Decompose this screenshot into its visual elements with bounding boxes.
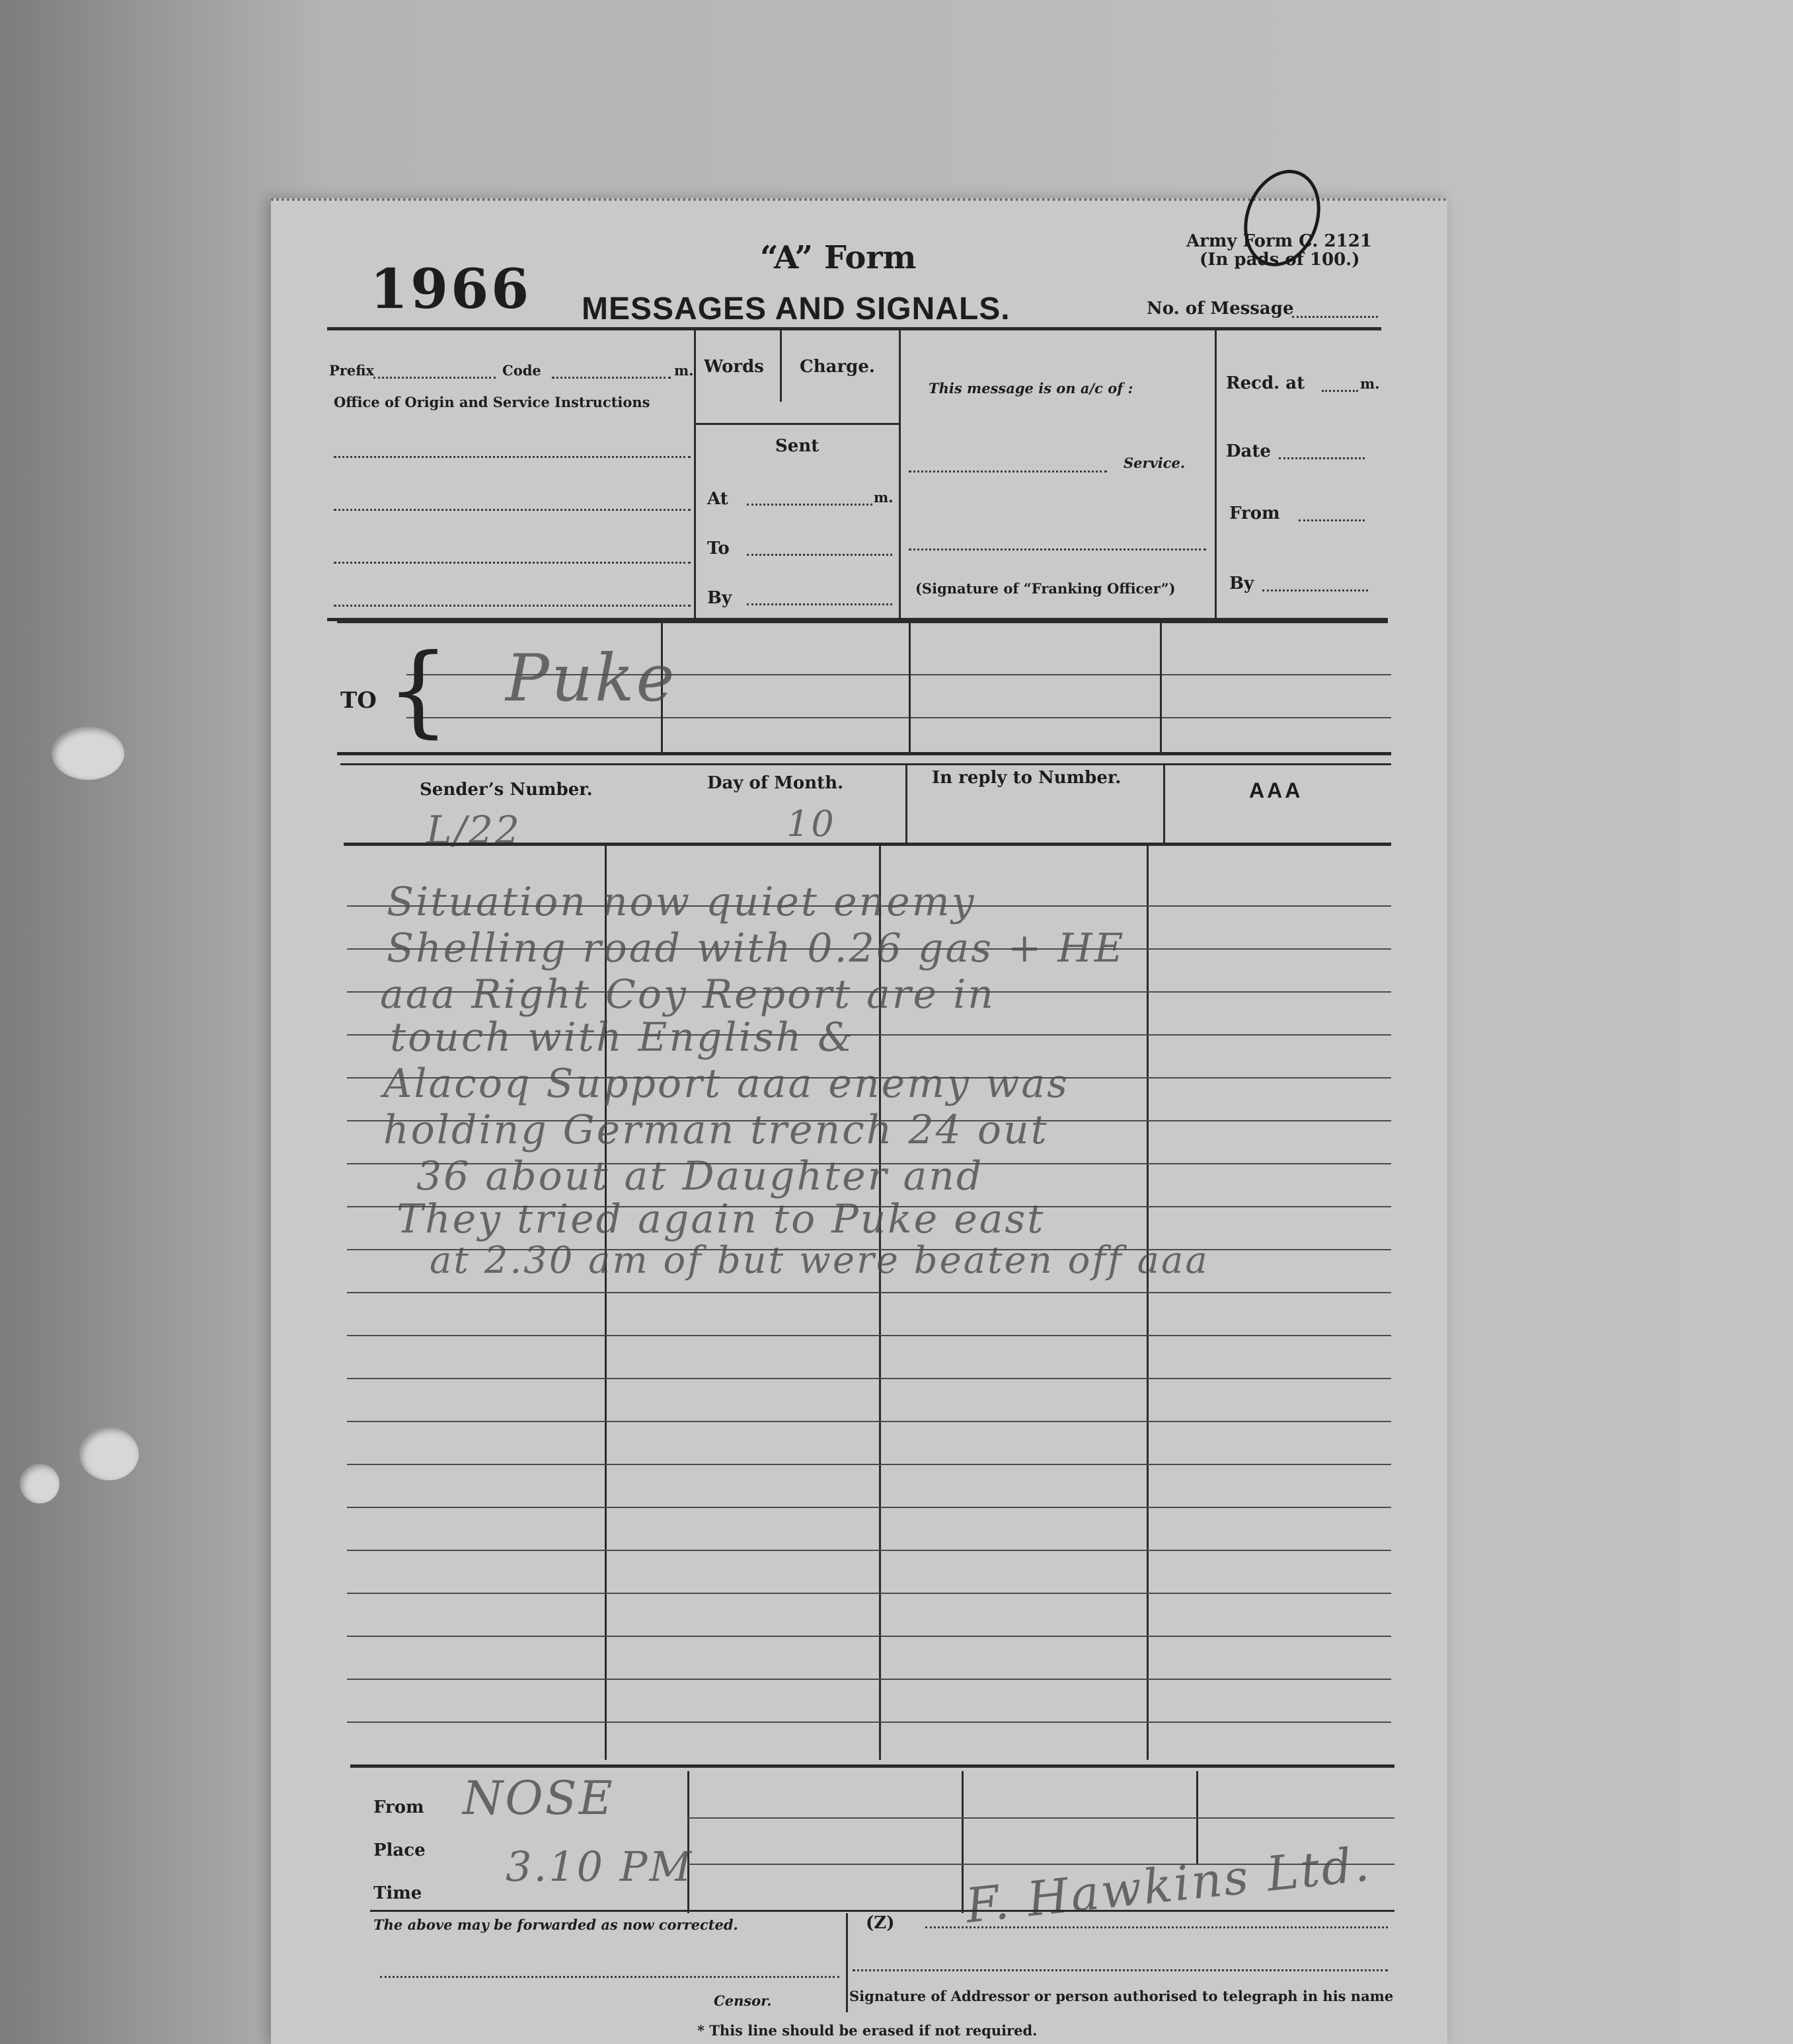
code-label: Code [502, 362, 541, 379]
service-line [909, 471, 1107, 473]
words-label: Words [704, 357, 764, 377]
punch-hole [52, 727, 124, 780]
aaa-label: AAA [1249, 778, 1303, 802]
rule [340, 763, 1391, 765]
senders-number-label: Sender’s Number. [420, 780, 593, 800]
msg-row-line [347, 1464, 1391, 1465]
erase-note: * This line should be erased if not required. [697, 2022, 1038, 2039]
recd-m: m. [1360, 375, 1380, 392]
place-label: Place [373, 1840, 426, 1860]
censor-line [380, 1976, 839, 1978]
date-line [1279, 457, 1365, 459]
punch-hole [79, 1427, 139, 1480]
message-number-label: No. of Message [1147, 299, 1294, 319]
from-value: NOSE [463, 1771, 615, 1825]
z-label: (Z) [866, 1913, 895, 1933]
pads-label: (In pads of 100.) [1200, 250, 1360, 270]
sent-at-line [747, 504, 872, 506]
recd-at-label: Recd. at [1226, 373, 1305, 393]
service-label: Service. [1124, 455, 1186, 471]
prefix-line [373, 377, 496, 379]
army-form-label: Army Form C. 2121 [1186, 231, 1372, 251]
col-divider [1215, 329, 1217, 618]
footer-row-line [687, 1817, 1394, 1819]
message-line: at 2.30 am of but were beaten off aaa [430, 1239, 1209, 1282]
charge-label: Charge. [800, 357, 875, 377]
to-col-divider [1160, 623, 1162, 752]
franking-line [909, 549, 1206, 550]
prefix-label: Prefix [329, 362, 375, 379]
franking-label: (Signature of “Franking Officer”) [915, 580, 1176, 597]
footer-col-divider [846, 1913, 848, 2012]
code-line [552, 377, 671, 379]
rule [327, 327, 1381, 330]
sent-at-label: At [707, 489, 728, 509]
msg-row-line [347, 1636, 1391, 1637]
to-row-line [406, 717, 1391, 718]
message-line: They tried again to Puke east [397, 1196, 1046, 1242]
from-label: From [373, 1798, 424, 1817]
punch-hole [20, 1464, 59, 1503]
msg-col-divider [1147, 845, 1149, 1760]
in-reply-label: In reply to Number. [932, 768, 1122, 788]
form-title: MESSAGES AND SIGNALS. [582, 291, 1011, 326]
z-line [925, 1926, 1388, 1928]
col-divider [694, 329, 696, 618]
office-line [334, 562, 691, 564]
msg-row-line [347, 1722, 1391, 1723]
addressor-signature: F. Hawkins Ltd. [963, 1836, 1374, 1934]
to-label: TO [340, 687, 377, 714]
num-col-divider [905, 765, 907, 843]
msg-row-line [347, 1378, 1391, 1379]
message-line: Situation now quiet enemy [387, 879, 976, 925]
time-label: Time [373, 1883, 422, 1903]
code-m-label: m. [674, 362, 694, 379]
sent-by-line [747, 603, 892, 605]
message-line: 36 about at Daughter and [416, 1153, 984, 1199]
msg-row-line [347, 1292, 1391, 1293]
to-col-divider [909, 623, 911, 752]
sent-at-m: m. [874, 489, 894, 506]
rule [350, 1764, 1394, 1768]
form-type: “A” Form [760, 239, 917, 276]
office-line [334, 605, 691, 607]
msg-row-line [347, 1421, 1391, 1422]
office-label: Office of Origin and Service Instructions [334, 394, 650, 410]
message-line: Alacoq Support aaa enemy was [383, 1061, 1069, 1107]
sent-to-label: To [707, 539, 730, 558]
recd-from-label: From [1229, 504, 1280, 523]
message-line: touch with English & [390, 1014, 855, 1061]
message-form [271, 198, 1447, 2044]
recd-from-line [1299, 519, 1365, 521]
recd-by-line [1262, 589, 1368, 591]
day-value: 10 [786, 803, 836, 845]
office-line [334, 456, 691, 458]
addressor-label: Signature of Addressor or person authorised to telegraph in his name [849, 1988, 1394, 2004]
msg-row-line [347, 1507, 1391, 1508]
senders-number-value: L/22 [426, 808, 521, 852]
day-of-month-label: Day of Month. [707, 773, 844, 793]
sent-label: Sent [775, 436, 820, 456]
footer-col-divider [962, 1771, 964, 1913]
signature-line [853, 1969, 1388, 1971]
forward-note: The above may be forwarded as now corrected. [373, 1916, 738, 1933]
recd-at-line [1322, 390, 1358, 392]
rule [337, 752, 1391, 755]
rule [370, 1910, 1394, 1912]
on-account-label: This message is on a/c of : [929, 380, 1133, 397]
col-divider [780, 329, 782, 402]
form-number: 1966 [370, 258, 532, 321]
to-value: Puke [506, 641, 677, 716]
msg-row-line [347, 1679, 1391, 1680]
date-label: Date [1226, 441, 1271, 461]
msg-row-line [347, 1593, 1391, 1594]
rule [694, 423, 899, 425]
rule [337, 621, 1388, 623]
message-number-line [1292, 316, 1378, 318]
censor-label: Censor. [714, 1992, 772, 2009]
time-value: 3.10 PM [506, 1842, 693, 1891]
col-divider [899, 329, 901, 618]
message-line: holding German trench 24 out [383, 1107, 1049, 1153]
recd-by-label: By [1229, 574, 1254, 593]
message-line: Shelling road with 0.26 gas + HE [387, 925, 1125, 971]
msg-row-line [347, 1335, 1391, 1336]
rule [344, 843, 1391, 846]
num-col-divider [1163, 765, 1165, 843]
office-line [334, 509, 691, 511]
sent-to-line [747, 554, 892, 556]
sent-by-label: By [707, 588, 732, 608]
to-brace: { [387, 633, 450, 748]
message-line: aaa Right Coy Report are in [380, 971, 995, 1018]
msg-row-line [347, 1550, 1391, 1551]
